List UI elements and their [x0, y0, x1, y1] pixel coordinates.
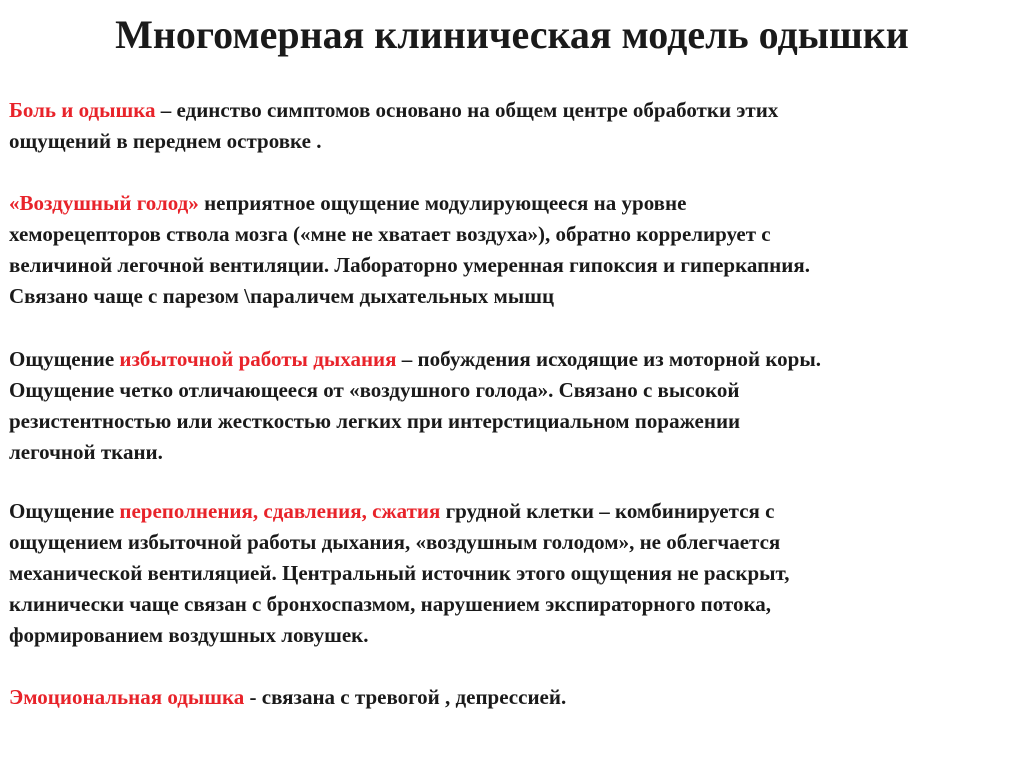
line-text: – побуждения исходящие из моторной коры. — [396, 347, 821, 371]
highlight-term: «Воздушный голод» — [9, 191, 199, 215]
paragraph-work-of-breathing — [9, 344, 1017, 468]
text-line — [9, 188, 1017, 219]
line-prefix: Ощущение — [9, 347, 120, 371]
paragraph-chest-tightness — [9, 496, 1017, 651]
text-line: Связано чаще с парезом \параличем дыхательных мышц — [9, 284, 555, 308]
text-line — [9, 95, 1017, 126]
text-line: резистентностью или жесткостью легких при интерстициальном поражении — [9, 409, 741, 433]
line-text: - связана с тревогой , депрессией. — [244, 685, 567, 709]
line-text: неприятное ощущение модулирующееся на уровне — [198, 191, 687, 215]
text-line: клинически чаще связан с бронхоспазмом, нарушением экспираторного потока, — [9, 592, 771, 616]
slide-title: Многомерная клиническая модель одышки — [115, 12, 909, 57]
line-text: грудной клетки – комбинируется с — [440, 499, 775, 523]
paragraph-air-hunger — [9, 188, 1017, 312]
line-prefix: Ощущение — [9, 499, 120, 523]
paragraph-emotional-dyspnea — [9, 682, 1017, 713]
text-line: механической вентиляцией. Центральный источник этого ощущения не раскрыт, — [9, 561, 790, 585]
text-line: формированием воздушных ловушек. — [9, 623, 369, 647]
highlight-term: избыточной работы дыхания — [119, 347, 397, 371]
text-line: ощущением избыточной работы дыхания, «воздушным голодом», не облегчается — [9, 530, 781, 554]
text-line — [9, 682, 1017, 713]
highlight-term: Боль и одышка — [9, 98, 156, 122]
highlight-term: переполнения, сдавления, сжатия — [119, 499, 441, 523]
text-line: Ощущение четко отличающееся от «воздушного голода». Связано с высокой — [9, 378, 740, 402]
line-text: – единство симптомов основано на общем центре обработки этих — [155, 98, 779, 122]
text-line: легочной ткани. — [9, 440, 163, 464]
text-line — [9, 496, 1017, 527]
text-line: хеморецепторов ствола мозга («мне не хватает воздуха»), обратно коррелирует с — [9, 222, 771, 246]
text-line — [9, 344, 1017, 375]
text-line: ощущений в переднем островке . — [9, 129, 322, 153]
highlight-term: Эмоциональная одышка — [9, 685, 245, 709]
text-line: величиной легочной вентиляции. Лабораторно умеренная гипоксия и гиперкапния. — [9, 253, 810, 277]
paragraph-pain-dyspnea — [9, 95, 1017, 157]
